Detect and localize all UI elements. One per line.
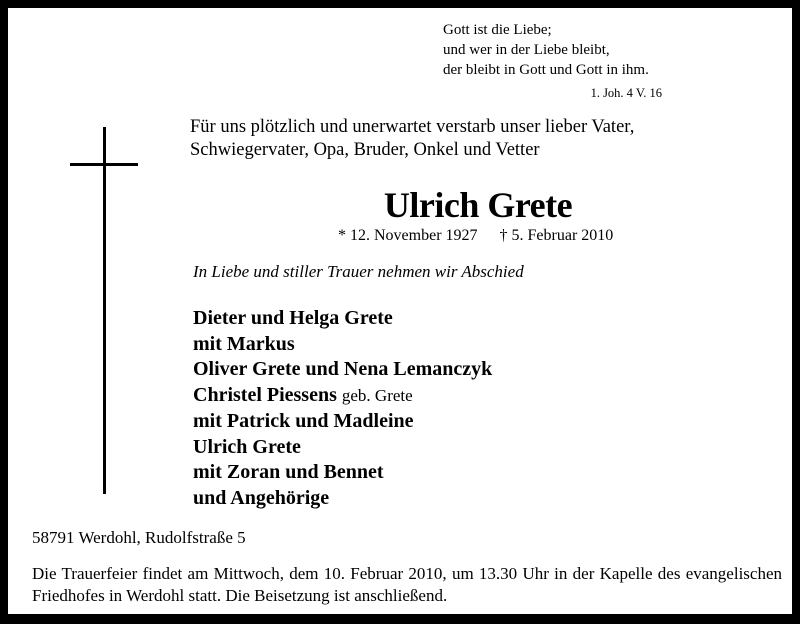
mourner-line: mit Zoran und Bennet	[193, 461, 384, 484]
verse-line: und wer in der Liebe bleibt,	[443, 42, 610, 58]
intro-text	[190, 116, 634, 162]
verse-line: Gott ist die Liebe;	[443, 22, 552, 38]
bible-verse	[443, 20, 649, 80]
mourner-line	[193, 383, 492, 409]
farewell-text: In Liebe und stiller Trauer nehmen wir Abschied	[193, 262, 524, 281]
maiden-name: geb. Grete	[341, 386, 413, 406]
birth-date: * 12. November 1927	[338, 227, 478, 244]
intro-line: Schwiegervater, Opa, Bruder, Onkel und Vetter	[190, 140, 540, 160]
mourner-line: und Angehörige	[193, 486, 330, 509]
mourner-line: Ulrich Grete	[193, 435, 301, 458]
mourner-line: Dieter und Helga Grete	[193, 307, 393, 329]
mourner-line: Oliver Grete und Nena Lemanczyk	[193, 358, 493, 381]
death-date: † 5. Februar 2010	[499, 227, 614, 244]
mourners-list	[193, 306, 492, 512]
obituary-notice	[8, 8, 792, 614]
intro-line: Für uns plötzlich und unerwartet verstarb unser lieber Vater,	[190, 117, 635, 137]
verse-reference: 1. Joh. 4 V. 16	[590, 86, 662, 100]
mourner-name: Christel Piessens	[193, 384, 337, 407]
mourner-line: mit Patrick und Madleine	[193, 409, 414, 432]
life-dates	[338, 227, 613, 245]
verse-line: der bleibt in Gott und Gott in ihm.	[443, 62, 649, 78]
deceased-name: Ulrich Grete	[383, 185, 573, 225]
cross-horizontal-bar	[70, 163, 138, 166]
mourner-line: mit Markus	[193, 332, 295, 355]
ceremony-info: Die Trauerfeier findet am Mittwoch, dem 10. Februar 2010, um 13.30 Uhr in der Kapelle des evangelischen Friedhofes in Werdohl statt. Die Beisetzung ist anschließend.	[32, 564, 782, 605]
cross-vertical-bar	[103, 127, 106, 494]
address: 58791 Werdohl, Rudolfstraße 5	[32, 528, 246, 547]
